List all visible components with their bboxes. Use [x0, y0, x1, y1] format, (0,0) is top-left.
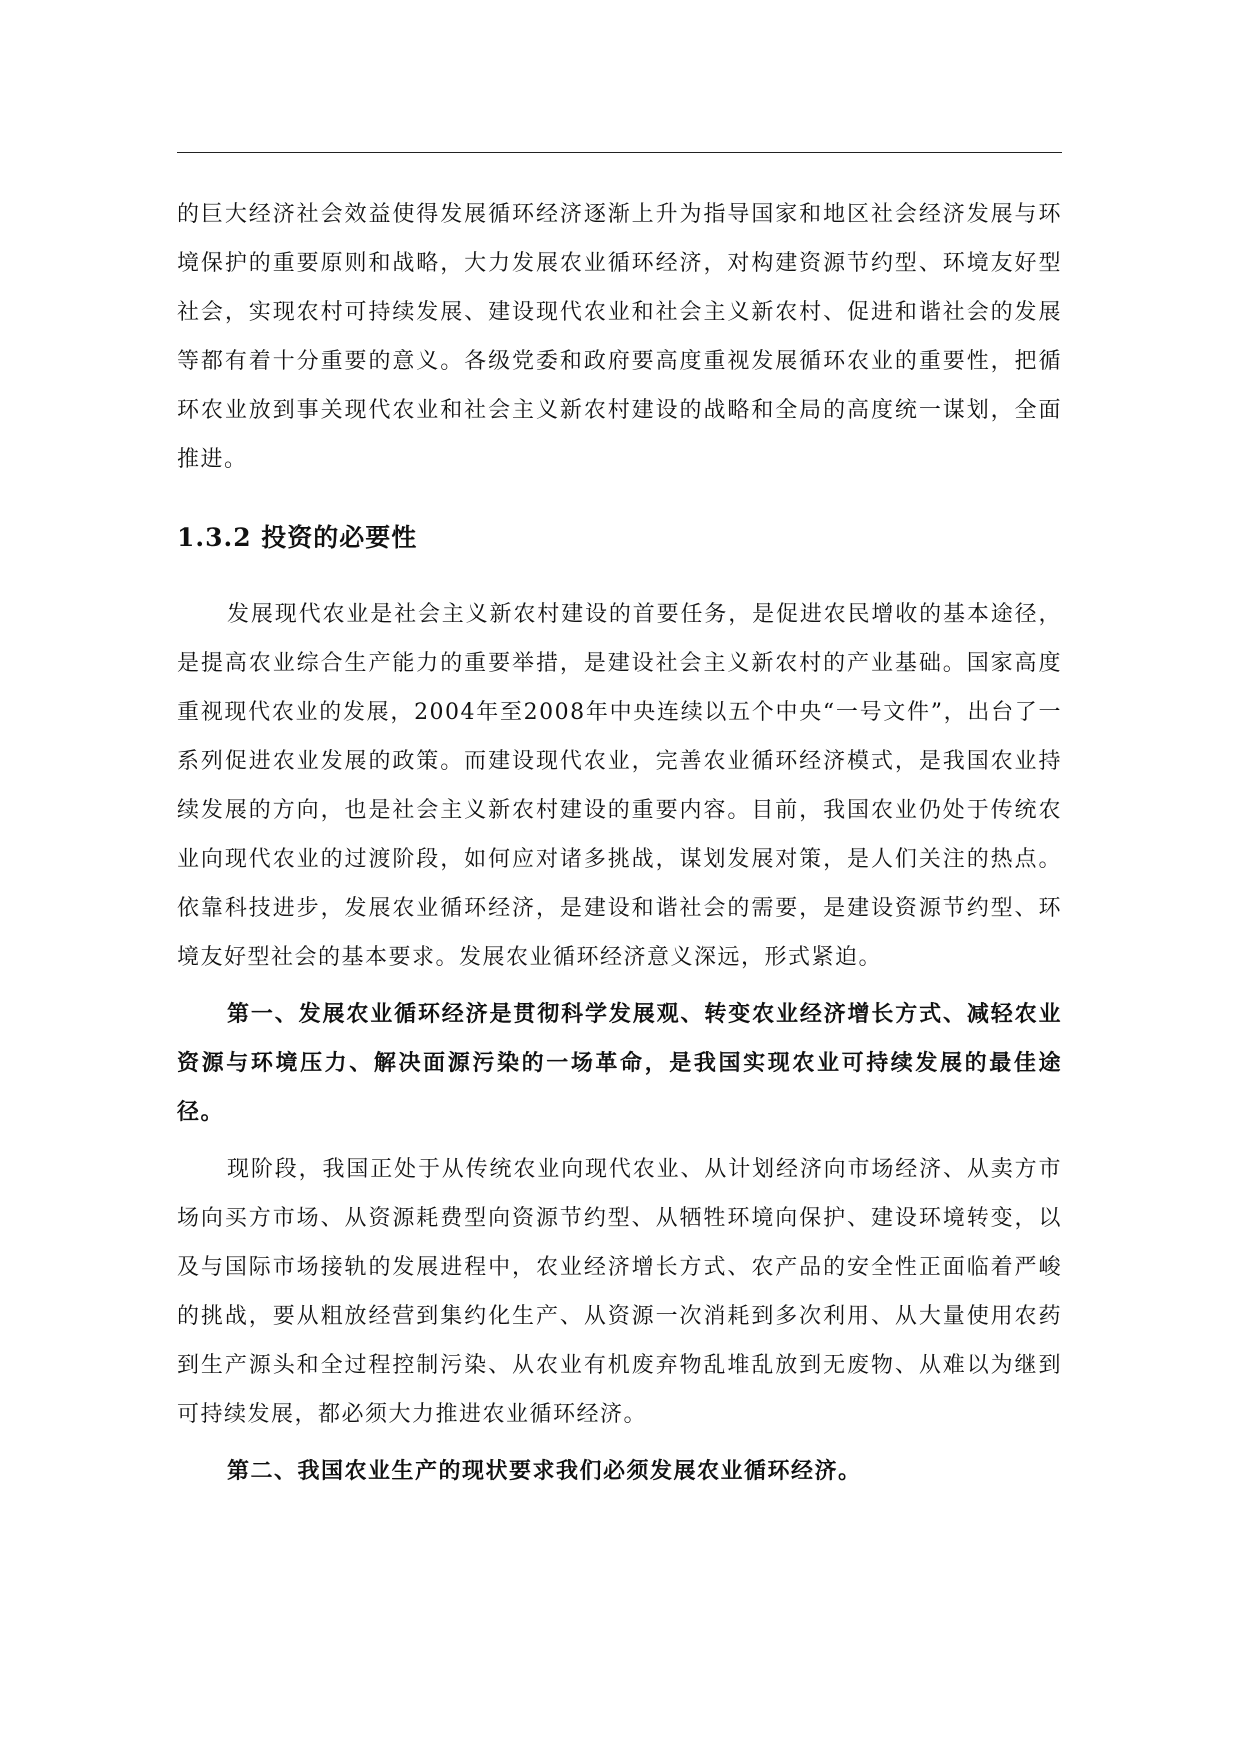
paragraph-necessity: 发展现代农业是社会主义新农村建设的首要任务，是促进农民增收的基本途径，是提高农业综合生产能力的重要举措，是建设社会主义新农村的产业基础。国家高度重视现代农业的发展，2004年至2008年中央连续以五个中央“一号文件”，出台了一系列促进农业发展的政策。而建设现代农业，完善农业循环经济模式，是我国农业持续发展的方向，也是社会主义新农村建设的重要内容。目前，我国农业仍处于传统农业向现代农业的过渡阶段，如何应对诸多挑战，谋划发展对策，是人们关注的热点。依靠科技进步，发展农业循环经济，是建设和谐社会的需要，是建设资源节约型、环境友好型社会的基本要求。发展农业循环经济意义深远，形式紧迫。	[177, 602, 1062, 970]
paragraph-intro: 的巨大经济社会效益使得发展循环经济逐渐上升为指导国家和地区社会经济发展与环境保护的重要原则和战略，大力发展农业循环经济，对构建资源节约型、环境友好型社会，实现农村可持续发展、建设现代农业和社会主义新农村、促进和谐社会的发展等都有着十分重要的意义。各级党委和政府要高度重视发展循环农业的重要性，把循环农业放到事关现代农业和社会主义新农村建设的战略和全局的高度统一谋划，全面推进。	[177, 202, 1062, 472]
section-heading: 1.3.2 投资的必要性	[177, 523, 418, 552]
point-one-heading: 第一、发展农业循环经济是贯彻科学发展观、转变农业经济增长方式、减轻农业资源与环境压力、解决面源污染的一场革命，是我国实现农业可持续发展的最佳途径。	[177, 1001, 1062, 1125]
header-rule	[177, 152, 1062, 153]
paragraph-current-stage: 现阶段，我国正处于从传统农业向现代农业、从计划经济向市场经济、从卖方市场向买方市场、从资源耗费型向资源节约型、从牺牲环境向保护、建设环境转变，以及与国际市场接轨的发展进程中，农业经济增长方式、农产品的安全性正面临着严峻的挑战，要从粗放经营到集约化生产、从资源一次消耗到多次利用、从大量使用农药到生产源头和全过程控制污染、从农业有机废弃物乱堆乱放到无废物、从难以为继到可持续发展，都必须大力推进农业循环经济。	[177, 1157, 1062, 1427]
point-two-heading: 第二、我国农业生产的现状要求我们必须发展农业循环经济。	[227, 1458, 862, 1484]
document-body	[177, 190, 1062, 1496]
